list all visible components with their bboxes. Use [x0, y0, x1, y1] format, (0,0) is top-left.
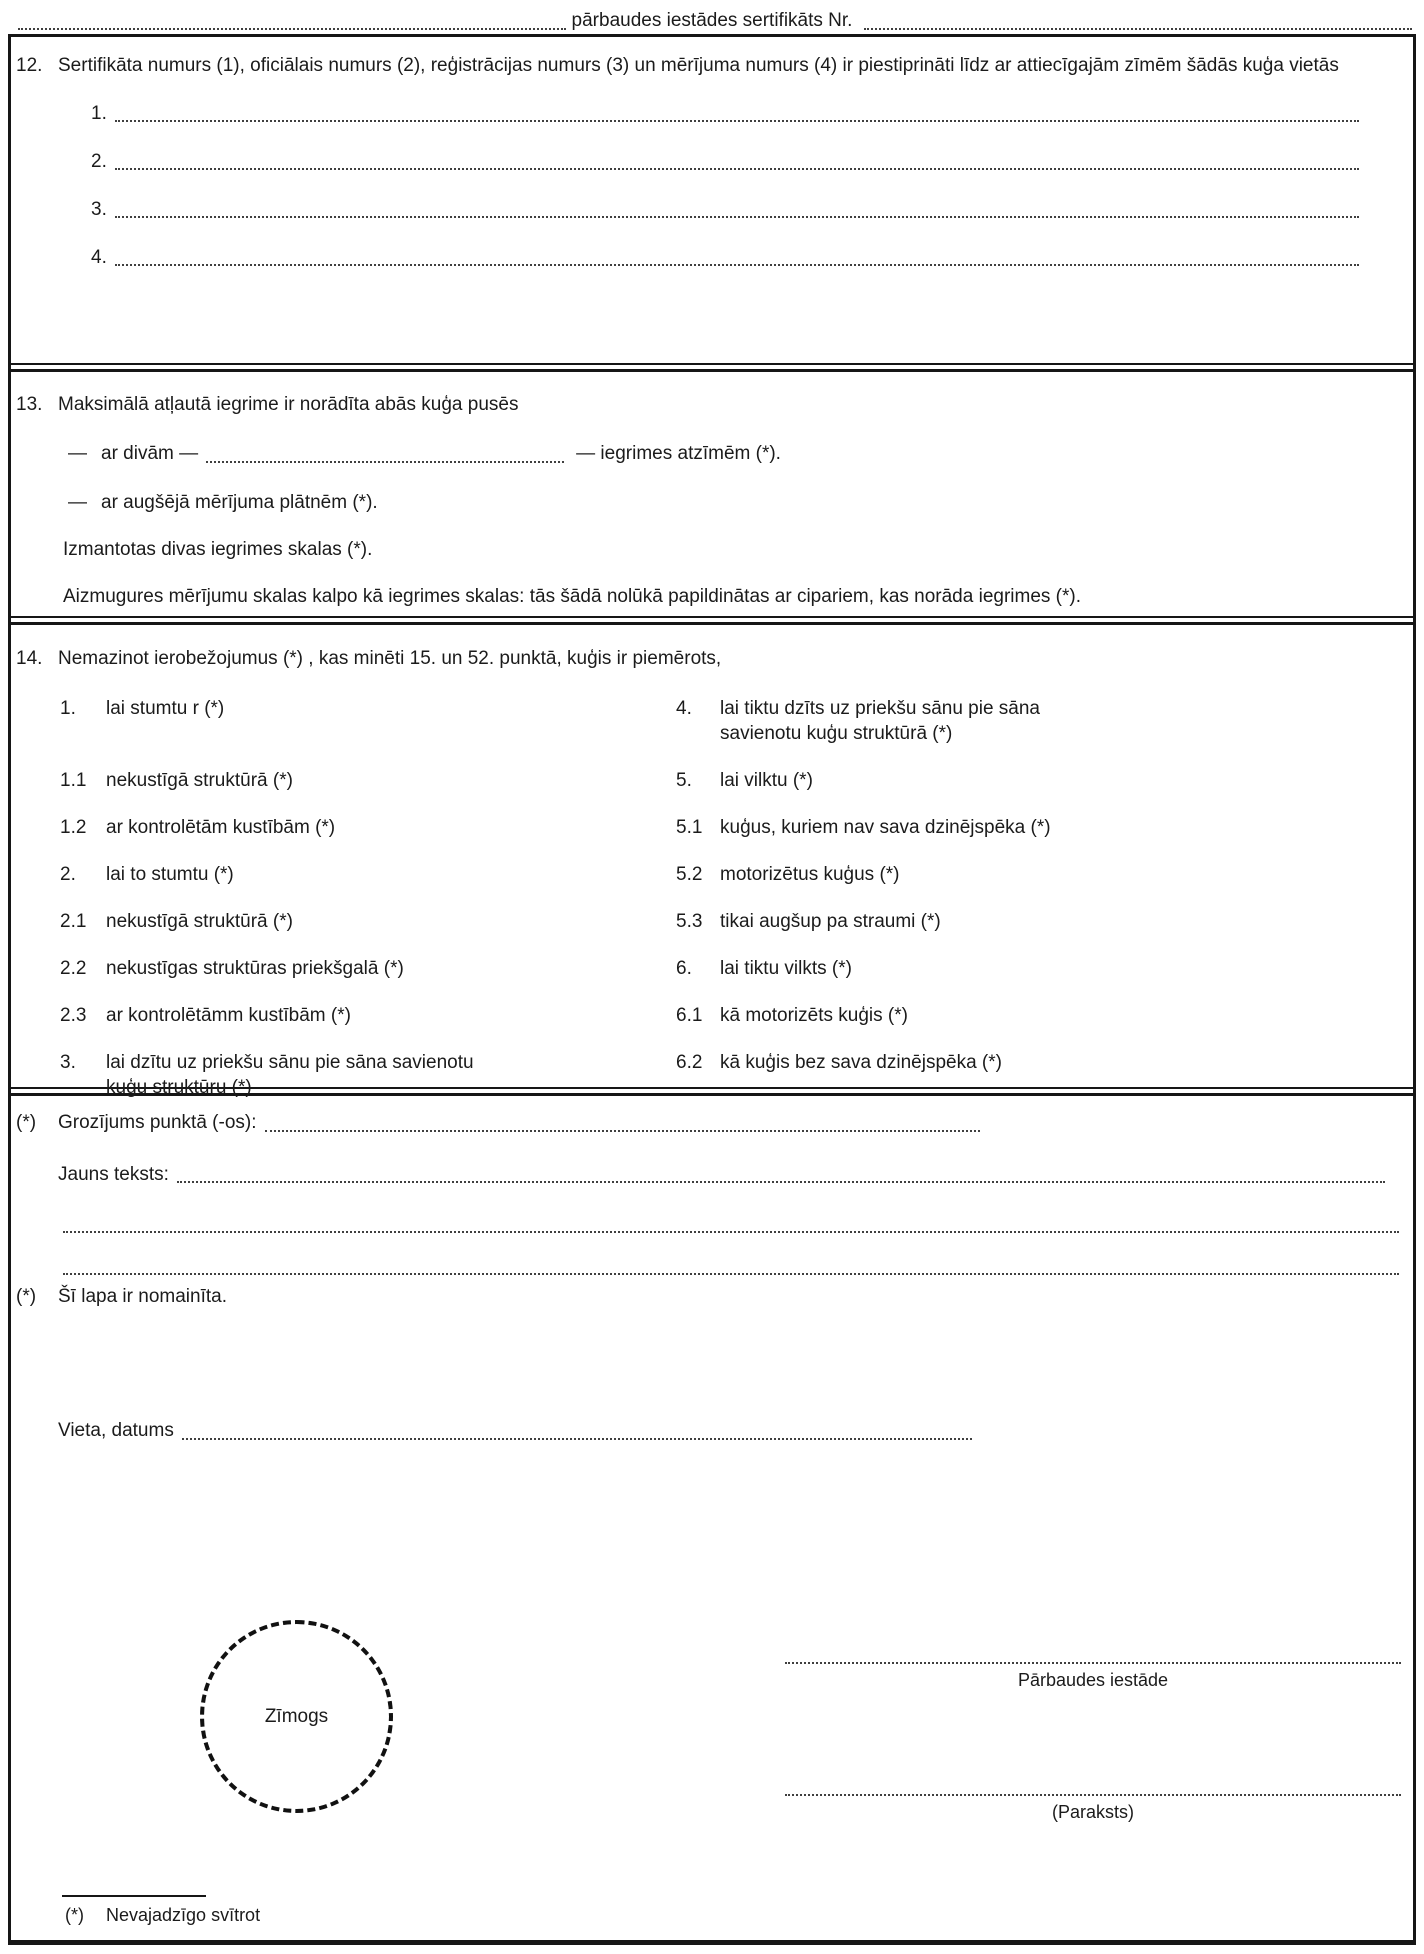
list-item-number: 2.	[60, 864, 76, 885]
signature-line	[785, 1794, 1401, 1796]
signing-section	[11, 1096, 1413, 1944]
page-replaced-row	[11, 1284, 1387, 1309]
list-item-number: 5.	[676, 770, 692, 791]
dash: —	[68, 492, 87, 513]
header	[10, 8, 1414, 34]
marking-location-row	[91, 149, 1361, 174]
signature-label: (Paraksts)	[1051, 1802, 1134, 1822]
option-text: ar augšējā mērījuma plātnēm (*).	[101, 492, 378, 513]
list-item-label: ar kontrolētām kustībām (*)	[106, 817, 336, 838]
draught-marks-option	[68, 441, 1387, 466]
list-column-spacer	[510, 768, 676, 793]
list-column-spacer	[510, 1050, 676, 1100]
section-12-number: 12.	[16, 55, 43, 76]
dotted-fill-line	[265, 1130, 980, 1132]
section-divider	[11, 616, 1413, 625]
list-item-label: lai to stumtu (*)	[106, 864, 234, 885]
dotted-fill-line	[182, 1438, 972, 1440]
section-12-text: Sertifikāta numurs (1), oficiālais numurs (2), reģistrācijas numurs (3) un mērījuma numurs (4) ir piestiprināti līdz ar attiecīgajām zīmēm šādās kuģa vietās	[58, 55, 1339, 76]
option-text-suffix: — iegrimes atzīmēm (*).	[576, 443, 781, 464]
marking-location-row	[91, 197, 1361, 222]
list-column-spacer	[510, 1003, 676, 1028]
section-12	[11, 37, 1413, 363]
section-13-title: Maksimālā atļautā iegrime ir norādīta abās kuģa pusēs	[58, 394, 519, 415]
list-item-label: kā motorizēts kuģis (*)	[720, 1005, 908, 1026]
amendment-label: Grozījums punktā (-os):	[58, 1112, 257, 1133]
section-13	[11, 372, 1413, 616]
place-date-label: Vieta, datums	[58, 1420, 174, 1441]
list-item-number: 2.1	[60, 911, 87, 932]
footnote-separator	[62, 1895, 206, 1897]
gauge-plates-option	[68, 490, 1387, 515]
list-column-spacer	[510, 696, 676, 746]
list-item-label: ar kontrolētāmm kustībām (*)	[106, 1005, 351, 1026]
footnote	[65, 1903, 260, 1928]
list-column-spacer	[510, 862, 676, 887]
list-item-label: lai tiktu dzīts uz priekšu sānu pie sāna savienotu kuģu struktūrā (*)	[720, 698, 1041, 744]
asterisk-marker: (*)	[16, 1286, 37, 1307]
list-item-label: motorizētus kuģus (*)	[720, 864, 900, 885]
asterisk-marker: (*)	[65, 1905, 84, 1925]
authority-label: Pārbaudes iestāde	[1017, 1670, 1169, 1690]
list-column-spacer	[510, 909, 676, 934]
asterisk-marker: (*)	[16, 1112, 37, 1133]
section-13-number: 13.	[16, 394, 43, 415]
dotted-fill-line	[115, 264, 1359, 266]
marking-location-row	[91, 101, 1361, 126]
new-text-label: Jauns teksts:	[58, 1164, 169, 1185]
list-item-number: 1.2	[60, 817, 87, 838]
list-item-number: 6.	[676, 958, 692, 979]
section-divider	[11, 363, 1413, 372]
list-item-label: lai vilktu (*)	[720, 770, 813, 791]
list-item-label: lai stumtu r (*)	[106, 698, 225, 719]
item-number: 3.	[91, 199, 107, 220]
dash: —	[68, 443, 87, 464]
suitability-list	[60, 696, 1387, 1100]
list-item-label: lai tiktu vilkts (*)	[720, 958, 852, 979]
item-number: 1.	[91, 103, 107, 124]
list-item-number: 3.	[60, 1052, 76, 1073]
list-item-number: 5.3	[676, 911, 703, 932]
section-14-number: 14.	[16, 648, 43, 669]
new-text-row	[58, 1162, 1387, 1187]
marking-location-row	[91, 245, 1361, 270]
stamp-label: Zīmogs	[264, 1706, 329, 1727]
section-14-title: Nemazinot ierobežojumus (*) , kas minēti 15. un 52. punktā, kuģis ir piemērots,	[58, 648, 722, 669]
section-14	[11, 625, 1413, 1098]
header-title: pārbaudes iestādes sertifikāts Nr.	[571, 10, 853, 31]
option-text: ar divām —	[101, 443, 199, 464]
list-item-label: nekustīgas struktūras priekšgalā (*)	[106, 958, 404, 979]
list-item-number: 6.1	[676, 1005, 703, 1026]
amendment-row	[11, 1110, 1387, 1135]
list-item-label: lai dzītu uz priekšu sānu pie sāna savienotu kuģu struktūru (*)	[106, 1052, 474, 1098]
list-item-label: kuģus, kuriem nav sava dzinējspēka (*)	[720, 817, 1051, 838]
dotted-fill-line	[115, 168, 1359, 170]
item-number: 2.	[91, 151, 107, 172]
form-box	[8, 34, 1416, 1945]
dotted-fill-line	[177, 1181, 1385, 1183]
list-column-spacer	[510, 815, 676, 840]
dotted-fill-line	[63, 1273, 1399, 1275]
dotted-fill-line	[115, 120, 1359, 122]
list-item-number: 5.2	[676, 864, 703, 885]
footnote-text: Nevajadzīgo svītrot	[106, 1905, 261, 1925]
header-fill-line-right	[864, 28, 1412, 30]
list-item-number: 1.	[60, 698, 76, 719]
list-item-label: nekustīgā struktūrā (*)	[106, 770, 293, 791]
dotted-fill-line	[115, 216, 1359, 218]
list-item-label: nekustīgā struktūrā (*)	[106, 911, 293, 932]
item-number: 4.	[91, 247, 107, 268]
list-item-number: 2.2	[60, 958, 87, 979]
list-item-number: 5.1	[676, 817, 703, 838]
list-item-label: kā kuģis bez sava dzinējspēka (*)	[720, 1052, 1002, 1073]
list-item-number: 6.2	[676, 1052, 703, 1073]
stamp-circle	[200, 1620, 393, 1813]
page-replaced-text: Šī lapa ir nomainīta.	[58, 1286, 227, 1307]
dotted-fill-line	[63, 1231, 1399, 1233]
authority-signature-line	[785, 1662, 1401, 1664]
header-fill-line-left	[18, 28, 566, 30]
section-13-paragraph: Izmantotas divas iegrimes skalas (*).	[63, 539, 373, 560]
list-column-spacer	[510, 956, 676, 981]
list-item-number: 2.3	[60, 1005, 87, 1026]
section-13-paragraph: Aizmugures mērījumu skalas kalpo kā iegrimes skalas: tās šādā nolūkā papildinātas ar cipariem, kas norāda iegrimes (*).	[63, 586, 1082, 607]
dotted-fill-line	[206, 461, 564, 463]
list-item-number: 4.	[676, 698, 692, 719]
list-item-label: tikai augšup pa straumi (*)	[720, 911, 941, 932]
list-item-number: 1.1	[60, 770, 87, 791]
place-date-row	[58, 1418, 1387, 1443]
